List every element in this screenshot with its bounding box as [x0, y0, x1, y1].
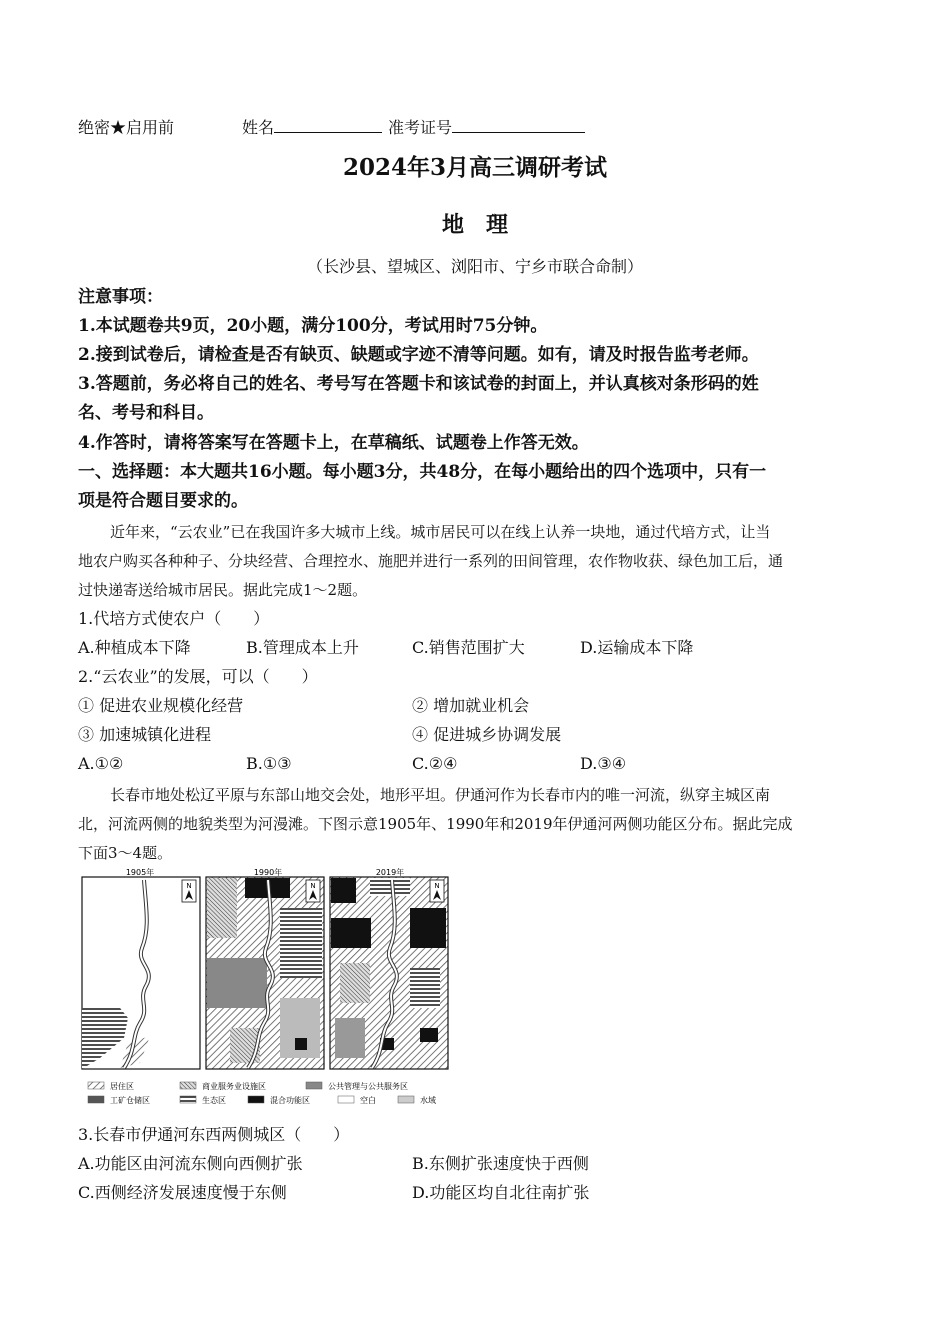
legend-item: 商业服务业设施区: [202, 1082, 266, 1091]
q3-option-d[interactable]: D.功能区均自北往南扩张: [412, 1183, 590, 1202]
notice-item: 3.答题前，务必将自己的姓名、考号写在答题卡和该试卷的封面上，并认真核对条形码的姓: [78, 374, 759, 394]
q2-option-b[interactable]: B.①③: [246, 754, 292, 773]
function-zone-maps: [80, 868, 452, 1110]
north-arrow-icon: N: [186, 882, 192, 890]
q3-option-a[interactable]: A.功能区由河流东侧向西侧扩张: [78, 1154, 303, 1173]
q1-option-a[interactable]: A.种植成本下降: [78, 638, 191, 657]
notice-item: 1.本试题卷共9页，20小题，满分100分，考试用时75分钟。: [78, 316, 548, 336]
q2-option-c[interactable]: C.②④: [412, 754, 458, 773]
year-label-2019: 2019年: [375, 868, 405, 877]
section-heading: 一、选择题：本大题共16小题。每小题3分，共48分，在每小题给出的四个选项中，只有一: [78, 462, 767, 482]
name-label: 姓名: [242, 118, 275, 137]
section-heading-cont: 项是符合题目要求的。: [78, 491, 248, 511]
map-2019: [330, 868, 448, 1069]
legend-item: 公共管理与公共服务区: [328, 1082, 408, 1091]
exam-no-blank[interactable]: [452, 116, 585, 133]
q1-option-d[interactable]: D.运输成本下降: [580, 638, 694, 657]
passage1-line: 近年来，“云农业”已在我国许多大城市上线。城市居民可以在线上认养一块地，通过代培方式，让当: [110, 523, 771, 541]
legend-item: 水域: [420, 1096, 436, 1105]
map-1990: [206, 868, 324, 1069]
map-1905: [82, 868, 200, 1069]
passage1-line: 过快递寄送给城市居民。据此完成1～2题。: [78, 581, 368, 599]
north-arrow-icon: N: [310, 882, 316, 890]
q3-option-b[interactable]: B.东侧扩张速度快于西侧: [412, 1154, 589, 1173]
legend-item: 工矿仓储区: [110, 1096, 150, 1105]
q1-stem: 1.代培方式使农户（ ）: [78, 609, 270, 628]
q3-option-c[interactable]: C.西侧经济发展速度慢于东侧: [78, 1183, 287, 1202]
year-label-1990: 1990年: [253, 868, 283, 877]
issuer-line: （长沙县、望城区、浏阳市、宁乡市联合命制）: [306, 257, 643, 276]
q2-option-d[interactable]: D.③④: [580, 754, 627, 773]
q2-item: ② 增加就业机会: [412, 696, 530, 715]
map-legend: [88, 1081, 436, 1105]
name-blank[interactable]: [274, 116, 382, 133]
legend-item: 居住区: [110, 1082, 134, 1091]
header-line: [78, 116, 585, 138]
subject-title: 地 理: [441, 212, 508, 238]
q1-option-c[interactable]: C.销售范围扩大: [412, 638, 525, 657]
passage2-line: 北，河流两侧的地貌类型为河漫滩。下图示意1905年、1990年和2019年伊通河两侧功能区分布。据此完成: [78, 815, 793, 833]
year-label-1905: 1905年: [125, 868, 155, 877]
passage2-line: 下面3～4题。: [78, 844, 173, 862]
legend-item: 混合功能区: [270, 1096, 310, 1105]
passage1-line: 地农户购买各种种子、分块经营、合理控水、施肥并进行一系列的田间管理，农作物收获、绿色加工后，通: [78, 552, 784, 570]
q2-item: ④ 促进城乡协调发展: [412, 725, 562, 744]
legend-item: 生态区: [202, 1096, 226, 1105]
q3-stem: 3.长春市伊通河东西两侧城区（ ）: [78, 1125, 350, 1144]
exam-title: 2024年3月高三调研考试: [342, 154, 608, 181]
north-arrow-icon: N: [434, 882, 440, 890]
notice-item: 名、考号和科目。: [78, 403, 214, 423]
q2-stem: 2.“云农业”的发展，可以（ ）: [78, 667, 318, 686]
q2-item: ③ 加速城镇化进程: [78, 725, 212, 744]
legend-item: 空白: [360, 1096, 376, 1105]
notice-item: 4.作答时，请将答案写在答题卡上，在草稿纸、试题卷上作答无效。: [78, 433, 589, 453]
notice-heading: 注意事项：: [78, 287, 163, 307]
exam-no-label: 准考证号: [388, 118, 453, 137]
q1-option-b[interactable]: B.管理成本上升: [246, 638, 359, 657]
q2-item: ① 促进农业规模化经营: [78, 696, 244, 715]
notice-item: 2.接到试卷后，请检查是否有缺页、缺题或字迹不清等问题。如有，请及时报告监考老师。: [78, 345, 759, 365]
passage2-line: 长春市地处松辽平原与东部山地交会处，地形平坦。伊通河作为长春市内的唯一河流，纵穿主城区南: [110, 786, 771, 804]
q2-option-a[interactable]: A.①②: [78, 754, 124, 773]
secret-label: 绝密★启用前: [78, 118, 175, 137]
